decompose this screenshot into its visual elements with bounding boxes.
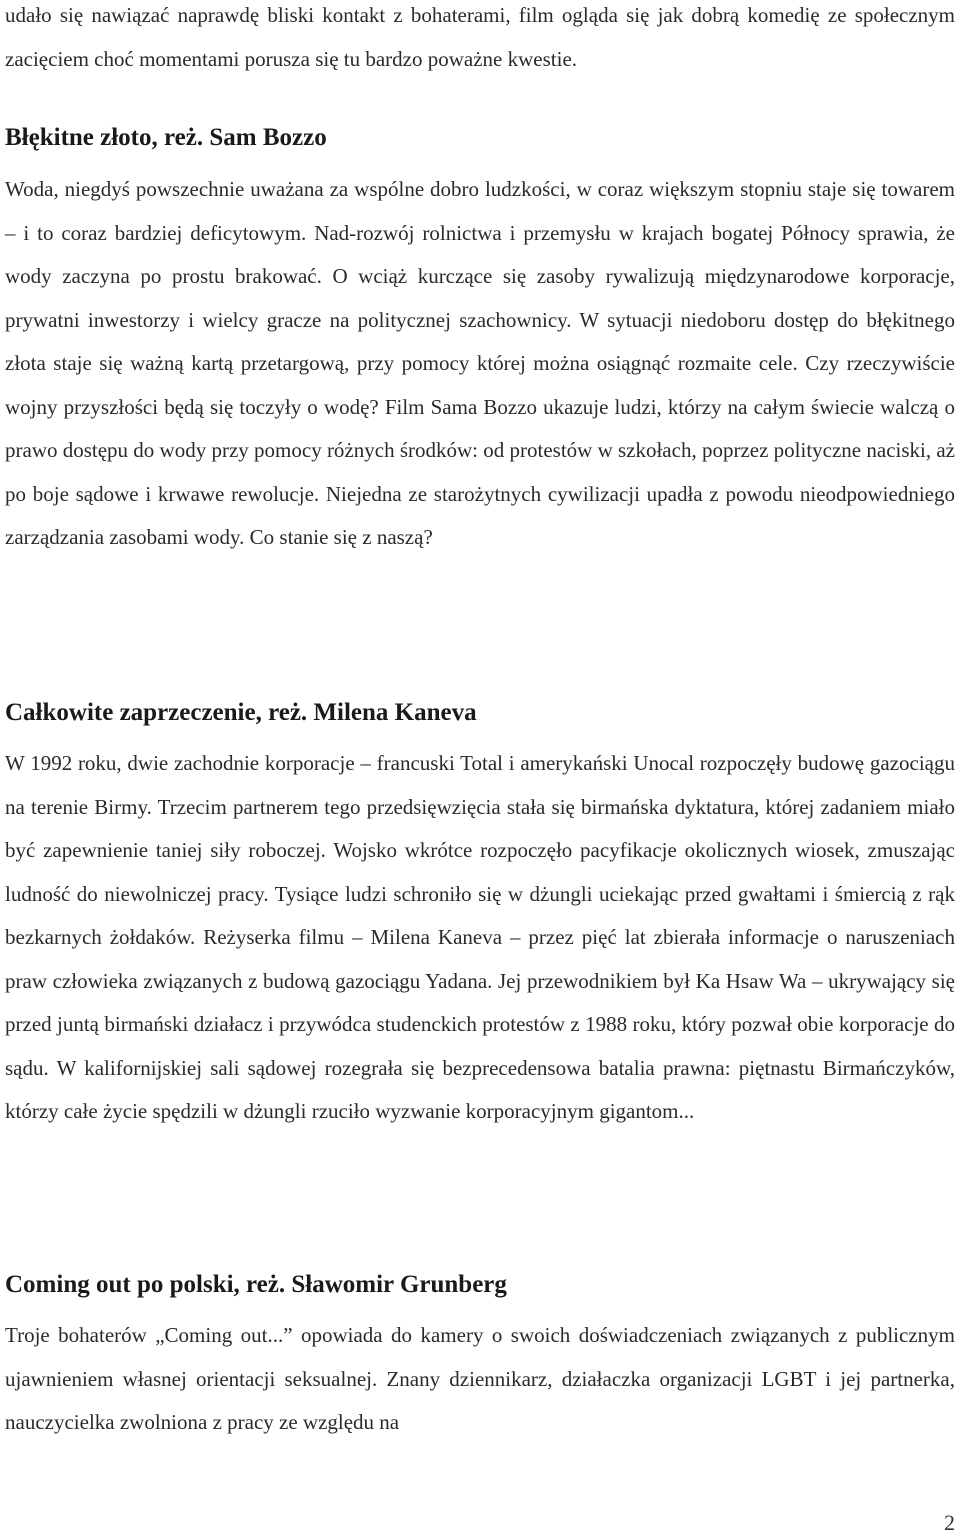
section-body-blue-gold: Woda, niegdyś powszechnie uważana za wspólne dobro ludzkości, w coraz większym stopniu staje się towarem – i to coraz bardziej deficytowym. Nad-rozwój rolnictwa i przemysłu w krajach bogatej Północy sprawia, że wody zaczyna po prostu brakować. O wciąż kurczące się zasoby rywalizują międzynarodowe korporacje, prywatni inwestorzy i wielcy gracze na politycznej szachownicy. W sytuacji niedoboru dostęp do błękitnego złota staje się ważną kartą przetargową, przy pomocy której można osiągnąć rozmaite cele. Czy rzeczywiście wojny przyszłości będą się toczyły o wodę? Film Sama Bozzo ukazuje ludzi, którzy na całym świecie walczą o prawo dostępu do wody przy pomocy różnych środków: od protestów w szkołach, poprzez polityczne naciski, aż po boje sądowe i krwawe rewolucje. Niejedna ze starożytnych cywilizacji upadła z powodu nieodpowiedniego zarządzania zasobami wody. Co stanie się z naszą?	[5, 177, 955, 549]
section-heading-blue-gold: Błękitne złoto, reż. Sam Bozzo	[5, 124, 327, 151]
section-heading-coming-out: Coming out po polski, reż. Sławomir Grunberg	[5, 1271, 507, 1298]
section-heading-total-denial: Całkowite zaprzeczenie, reż. Milena Kaneva	[5, 699, 477, 726]
section-body-total-denial: W 1992 roku, dwie zachodnie korporacje – francuski Total i amerykański Unocal rozpoczęły budowę gazociągu na terenie Birmy. Trzecim partnerem tego przedsięwzięcia stała się birmańska dyktatura, której zadaniem miało być zapewnienie taniej siły roboczej. Wojsko wkrótce rozpoczęło pacyfikacje okolicznych wiosek, zmuszając ludność do niewolniczej pracy. Tysiące ludzi schroniło się w dżungli uciekając przed gwałtami i śmiercią z rąk bezkarnych żołdaków. Reżyserka filmu – Milena Kaneva – przez pięć lat zbierała informacje o naruszeniach praw człowieka związanych z budową gazociągu Yadana. Jej przewodnikiem był Ka Hsaw Wa – ukrywający się przed juntą birmański działacz i przywódca studenckich protestów z 1988 roku, który pozwał obie korporacje do sądu. W kalifornijskiej sali sądowej rozegrała się bezprecedensowa batalia prawna: piętnastu Birmańczyków, którzy całe życie spędzili w dżungli rzuciło wyzwanie korporacyjnym gigantom...	[5, 751, 955, 1123]
intro-paragraph: udało się nawiązać naprawdę bliski kontakt z bohaterami, film ogląda się jak dobrą komedię ze społecznym zacięciem choć momentami porusza się tu bardzo poważne kwestie.	[5, 3, 955, 71]
section-body-coming-out: Troje bohaterów „Coming out...” opowiada do kamery o swoich doświadczeniach związanych z publicznym ujawnieniem własnej orientacji seksualnej. Znany dziennikarz, działaczka organizacji LGBT i jej partnerka, nauczycielka zwolniona z pracy ze względu na	[5, 1323, 955, 1434]
page-number: 2	[944, 1510, 955, 1535]
